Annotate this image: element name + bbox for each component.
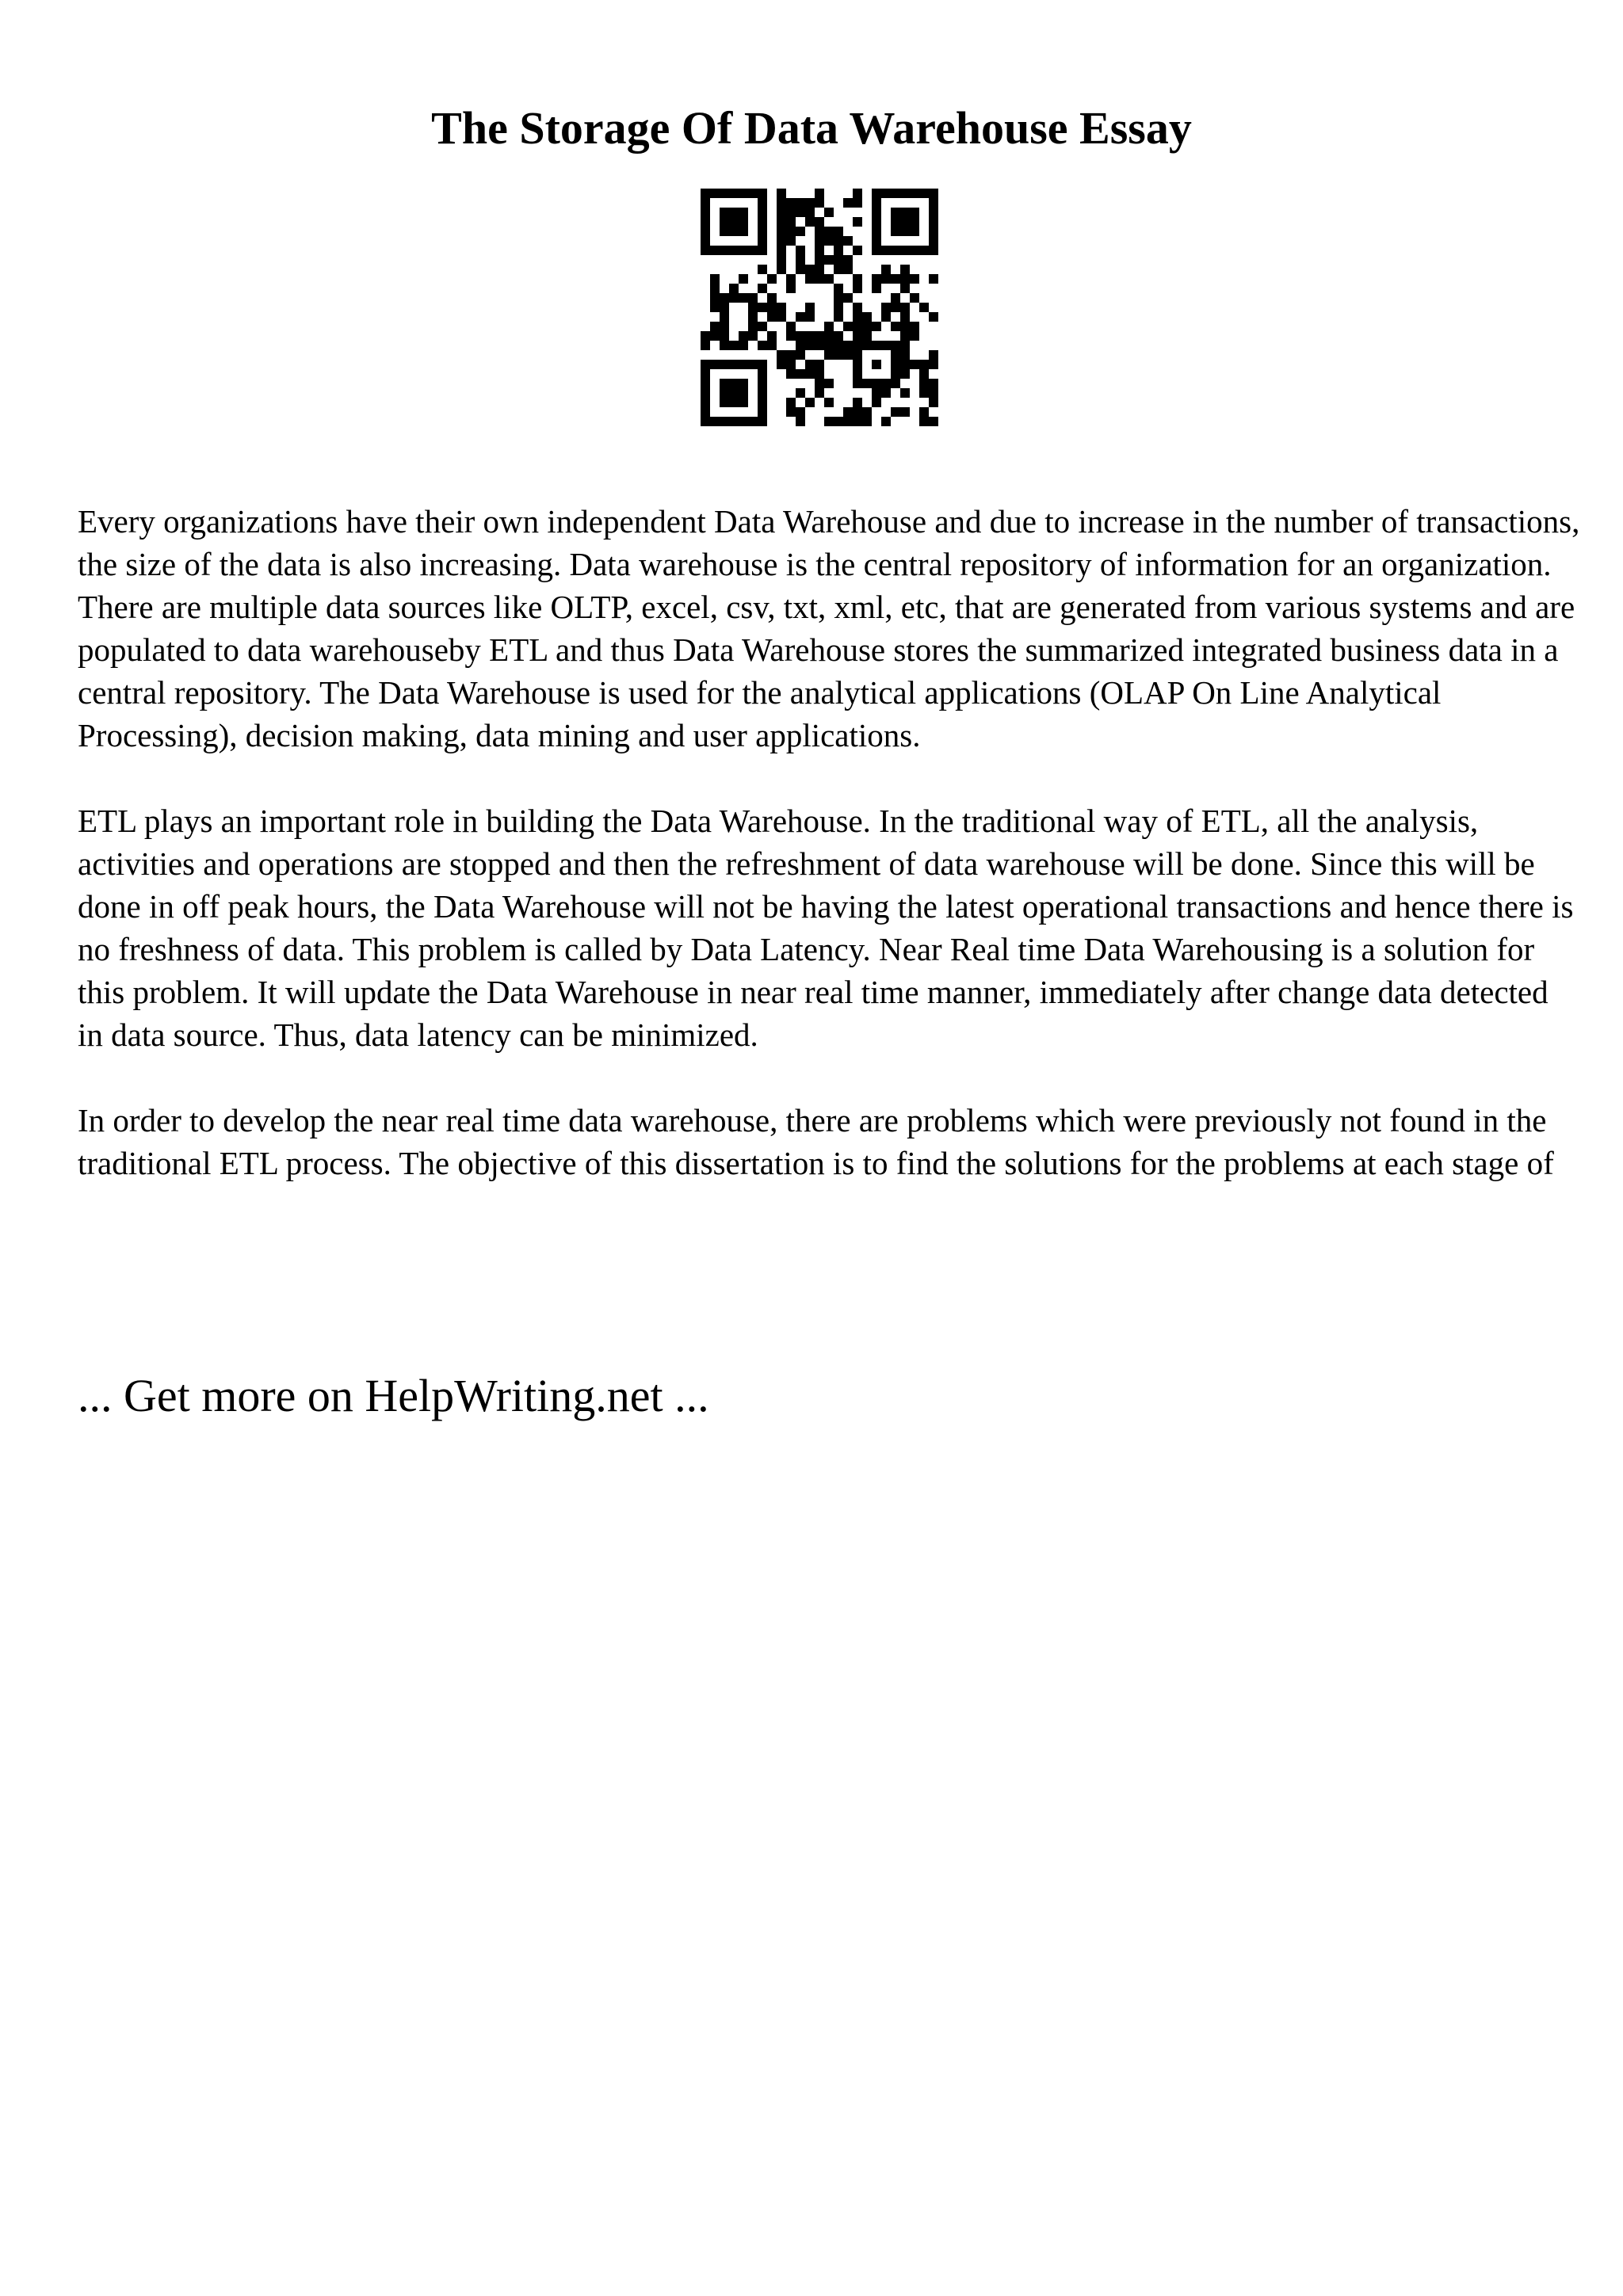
page-title: The Storage Of Data Warehouse Essay (431, 102, 1192, 154)
get-more-link[interactable]: ... Get more on HelpWriting.net ... (78, 1370, 709, 1421)
paragraph: ETL plays an important role in building the Data Warehouse. In the traditional way of ETL, all the analysis, activities and operations are stopped and then the refreshment of data warehouse will be done. Since this will be done in off peak hours, the Data Warehouse will not be having the latest operational transactions and hence there is no freshness of data. This problem is called by Data Latency. Near Real time Data Warehousing is a solution for this problem. It will update the Data Warehouse in near real time manner, immediately after change data detected in data source. Thus, data latency can be minimized. (78, 803, 1574, 1053)
essay-body (78, 500, 1580, 1227)
qr-code-icon (701, 189, 938, 426)
paragraph: Every organizations have their own independent Data Warehouse and due to increase in the number of transactions, the size of the data is also increasing. Data warehouse is the central repository of information for an organization. There are multiple data sources like OLTP, excel, csv, txt, xml, etc, that are generated from various systems and are populated to data warehouseby ETL and thus Data Warehouse stores the summarized integrated business data in a central repository. The Data Warehouse is used for the analytical applications (OLAP On Line Analytical Processing), decision making, data mining and user applications. (78, 503, 1580, 753)
paragraph: In order to develop the near real time data warehouse, there are problems which were previously not found in the traditional ETL process. The objective of this dissertation is to find the solutions for the problems at each stage of (78, 1102, 1554, 1181)
